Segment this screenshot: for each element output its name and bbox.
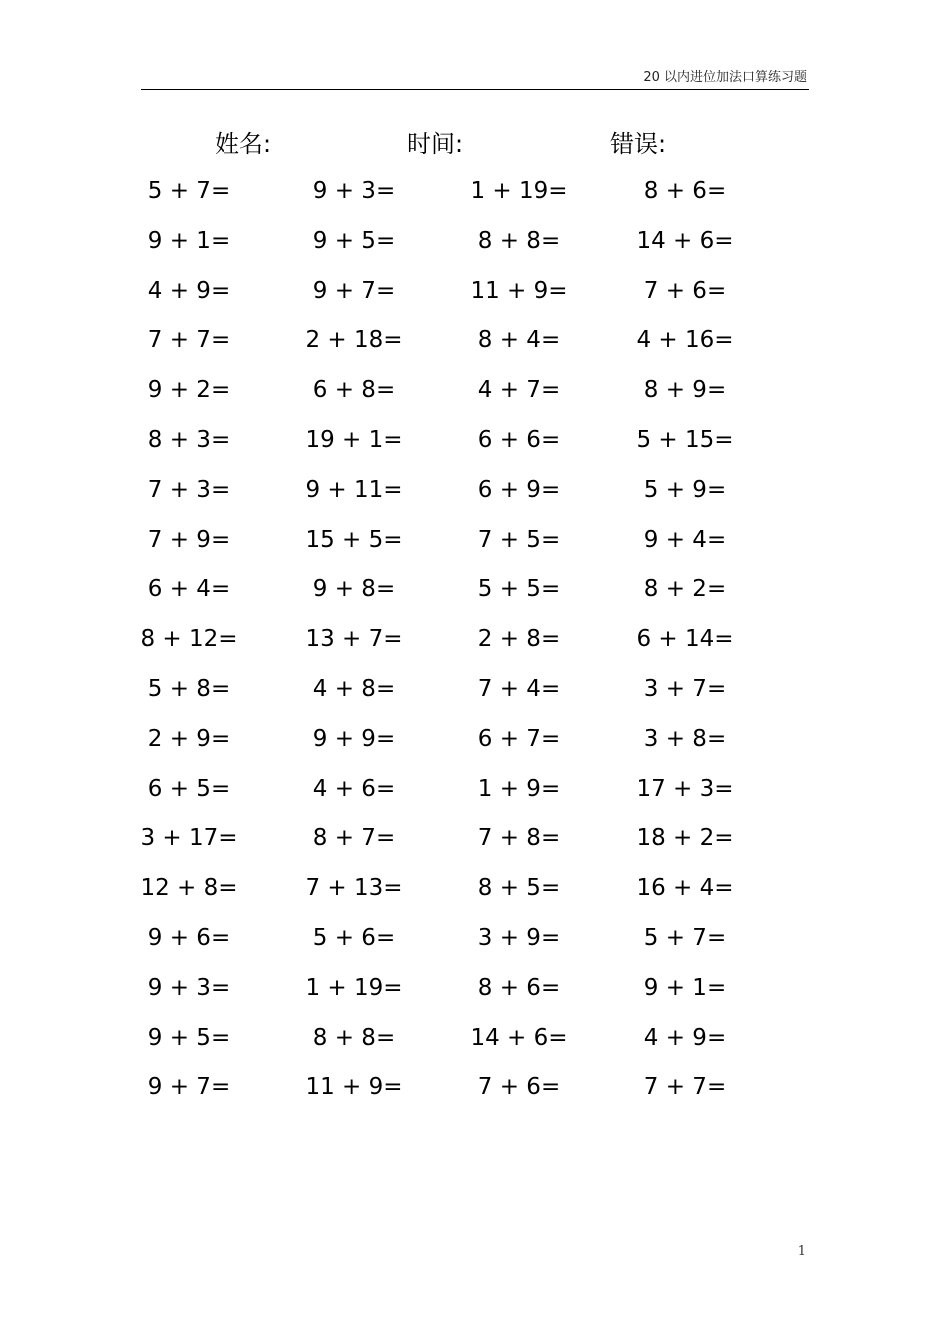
errors-label: 错误:	[610, 130, 667, 158]
problem-row	[0, 315, 950, 365]
problem-item: 1 + 19=	[470, 178, 568, 204]
header-title: 20 以内进位加法口算练习题	[643, 70, 807, 85]
problem-item: 4 + 9=	[147, 277, 231, 304]
problem-item: 9 + 5=	[312, 227, 396, 254]
problem-item: 5 + 7=	[643, 925, 727, 951]
problem-row	[0, 764, 950, 814]
problem-item: 6 + 7=	[477, 725, 561, 752]
problem-row	[0, 266, 950, 316]
problem-item: 9 + 9=	[312, 725, 396, 752]
problem-row	[0, 664, 950, 714]
problem-item: 4 + 8=	[312, 676, 396, 702]
problem-item: 5 + 7=	[147, 178, 231, 204]
problem-item: 6 + 5=	[147, 775, 231, 802]
problem-row	[0, 813, 950, 863]
problem-item: 2 + 8=	[477, 626, 561, 653]
problem-item: 9 + 4=	[643, 526, 727, 553]
problem-item: 4 + 9=	[643, 1024, 727, 1051]
problem-item: 9 + 7=	[312, 277, 396, 304]
problem-item: 4 + 16=	[636, 327, 734, 354]
problem-row	[0, 1062, 950, 1112]
problem-item: 4 + 6=	[312, 775, 396, 802]
problem-item: 3 + 8=	[643, 725, 727, 752]
problem-item: 17 + 3=	[636, 775, 734, 802]
problem-item: 16 + 4=	[636, 875, 734, 902]
problem-item: 12 + 8=	[140, 875, 238, 902]
problem-item: 8 + 6=	[643, 178, 727, 204]
problem-item: 8 + 3=	[147, 427, 231, 453]
problem-item: 9 + 7=	[147, 1074, 231, 1101]
problem-item: 9 + 3=	[147, 974, 231, 1001]
problem-item: 5 + 15=	[636, 427, 734, 453]
problem-item: 6 + 9=	[477, 476, 561, 503]
problem-item: 9 + 3=	[312, 178, 396, 204]
problem-item: 15 + 5=	[305, 526, 403, 553]
problem-item: 3 + 7=	[643, 676, 727, 702]
problem-item: 13 + 7=	[305, 626, 403, 653]
problem-row	[0, 166, 950, 216]
problem-row	[0, 216, 950, 266]
problem-item: 9 + 11=	[305, 476, 403, 503]
problem-row	[0, 913, 950, 963]
problem-item: 8 + 7=	[312, 825, 396, 852]
problem-item: 14 + 6=	[636, 227, 734, 254]
problem-item: 5 + 8=	[147, 676, 231, 702]
problem-item: 7 + 4=	[477, 676, 561, 702]
problem-row	[0, 963, 950, 1013]
problem-item: 9 + 5=	[147, 1024, 231, 1051]
problem-item: 18 + 2=	[636, 825, 734, 852]
problem-item: 7 + 13=	[305, 875, 403, 902]
problem-row	[0, 564, 950, 614]
problem-item: 6 + 4=	[147, 576, 231, 603]
problem-item: 6 + 14=	[636, 626, 734, 653]
problem-item: 1 + 9=	[477, 775, 561, 802]
problem-row	[0, 365, 950, 415]
header-rule	[141, 89, 809, 90]
problem-item: 19 + 1=	[305, 427, 403, 453]
problem-item: 1 + 19=	[305, 974, 403, 1001]
problem-item: 9 + 6=	[147, 925, 231, 951]
problem-item: 9 + 1=	[147, 227, 231, 254]
problem-item: 2 + 18=	[305, 327, 403, 354]
time-label: 时间:	[407, 130, 464, 158]
problem-item: 7 + 9=	[147, 526, 231, 553]
problem-row	[0, 1013, 950, 1063]
problem-item: 14 + 6=	[470, 1024, 568, 1051]
problem-row	[0, 614, 950, 664]
problem-item: 9 + 8=	[312, 576, 396, 603]
problem-item: 5 + 9=	[643, 476, 727, 503]
problem-item: 7 + 3=	[147, 476, 231, 503]
name-label: 姓名:	[215, 130, 272, 158]
problem-item: 8 + 4=	[477, 327, 561, 354]
problem-item: 7 + 6=	[477, 1074, 561, 1101]
problem-item: 7 + 8=	[477, 825, 561, 852]
problem-item: 4 + 7=	[477, 377, 561, 404]
problem-item: 5 + 5=	[477, 576, 561, 603]
page-number: 1	[797, 1244, 806, 1259]
problem-item: 9 + 1=	[643, 974, 727, 1001]
problem-item: 8 + 5=	[477, 875, 561, 902]
problem-item: 8 + 9=	[643, 377, 727, 404]
problem-item: 3 + 17=	[140, 825, 238, 852]
problem-row	[0, 863, 950, 913]
info-fields	[0, 124, 950, 164]
problem-item: 5 + 6=	[312, 925, 396, 951]
problem-item: 7 + 7=	[643, 1074, 727, 1101]
problem-item: 7 + 7=	[147, 327, 231, 354]
problem-row	[0, 465, 950, 515]
problem-item: 11 + 9=	[305, 1074, 403, 1101]
problem-item: 2 + 9=	[147, 725, 231, 752]
problem-row	[0, 415, 950, 465]
problem-item: 8 + 8=	[312, 1024, 396, 1051]
problem-item: 7 + 6=	[643, 277, 727, 304]
problem-item: 8 + 6=	[477, 974, 561, 1001]
problem-item: 6 + 8=	[312, 377, 396, 404]
problem-item: 8 + 2=	[643, 576, 727, 603]
problem-item: 8 + 8=	[477, 227, 561, 254]
problem-item: 3 + 9=	[477, 925, 561, 951]
problem-item: 6 + 6=	[477, 427, 561, 453]
problem-item: 7 + 5=	[477, 526, 561, 553]
problem-item: 11 + 9=	[470, 277, 568, 304]
problem-row	[0, 515, 950, 565]
problem-item: 8 + 12=	[140, 626, 238, 653]
problem-row	[0, 714, 950, 764]
problem-item: 9 + 2=	[147, 377, 231, 404]
